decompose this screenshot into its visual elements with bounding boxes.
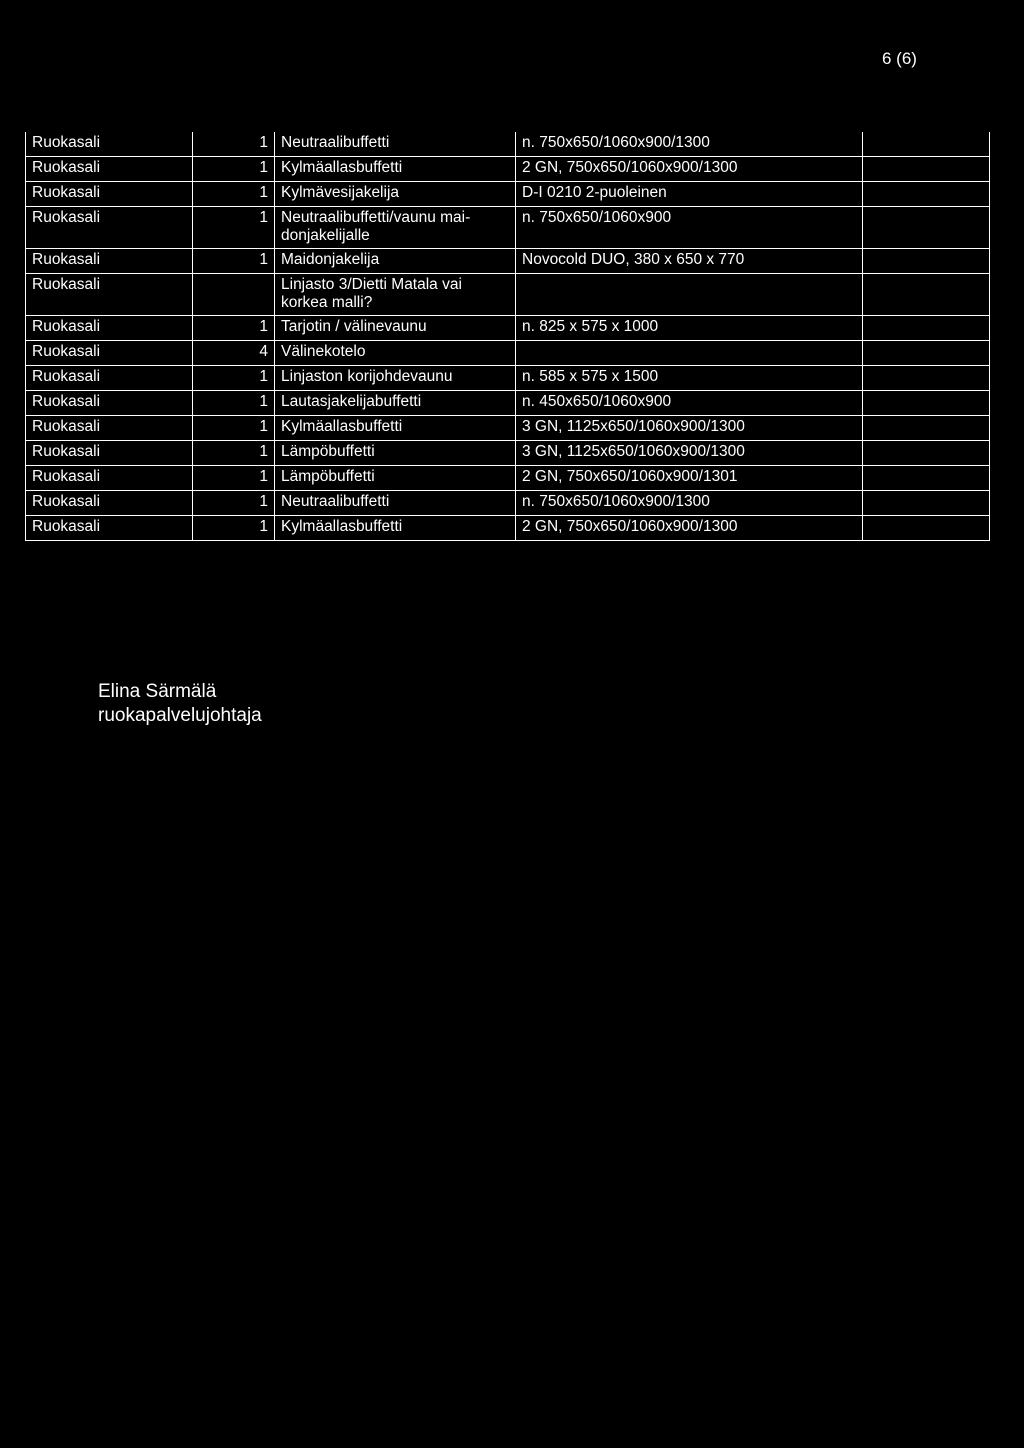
table-row — [26, 391, 990, 416]
spec-cell: n. 585 x 575 x 1500 — [516, 366, 863, 391]
room-cell: Ruokasali — [26, 316, 193, 341]
spec-cell: n. 825 x 575 x 1000 — [516, 316, 863, 341]
room-cell: Ruokasali — [26, 182, 193, 207]
notes-cell — [863, 249, 990, 274]
equipment-table-body — [26, 132, 990, 541]
quantity-cell: 4 — [193, 341, 275, 366]
quantity-cell: 1 — [193, 249, 275, 274]
spec-cell: Novocold DUO, 380 x 650 x 770 — [516, 249, 863, 274]
table-row — [26, 466, 990, 491]
quantity-cell: 1 — [193, 416, 275, 441]
room-cell: Ruokasali — [26, 366, 193, 391]
quantity-cell: 1 — [193, 157, 275, 182]
item-cell: Lämpöbuffetti — [275, 466, 516, 491]
signer-title: ruokapalvelujohtaja — [98, 705, 262, 726]
spec-cell — [516, 274, 863, 316]
notes-cell — [863, 274, 990, 316]
item-cell: Neutraalibuffetti/vaunu mai-donjakelijalle — [275, 207, 516, 249]
item-cell: Kylmäallasbuffetti — [275, 157, 516, 182]
spec-cell: 2 GN, 750x650/1060x900/1300 — [516, 516, 863, 541]
item-cell: Kylmäallasbuffetti — [275, 416, 516, 441]
spec-cell: 2 GN, 750x650/1060x900/1300 — [516, 157, 863, 182]
equipment-table — [25, 132, 990, 541]
table-row — [26, 132, 990, 157]
spec-cell: D-I 0210 2-puoleinen — [516, 182, 863, 207]
notes-cell — [863, 341, 990, 366]
room-cell: Ruokasali — [26, 341, 193, 366]
spec-cell — [516, 341, 863, 366]
signature-block — [98, 680, 262, 728]
item-cell: Lautasjakelijabuffetti — [275, 391, 516, 416]
item-cell: Tarjotin / välinevaunu — [275, 316, 516, 341]
spec-cell: n. 750x650/1060x900/1300 — [516, 491, 863, 516]
quantity-cell: 1 — [193, 366, 275, 391]
page-number: 6 (6) — [882, 49, 917, 68]
spec-cell: 2 GN, 750x650/1060x900/1301 — [516, 466, 863, 491]
table-row — [26, 249, 990, 274]
quantity-cell: 1 — [193, 182, 275, 207]
notes-cell — [863, 132, 990, 157]
notes-cell — [863, 491, 990, 516]
spec-cell: n. 750x650/1060x900/1300 — [516, 132, 863, 157]
notes-cell — [863, 316, 990, 341]
item-cell: Linjaston korijohdevaunu — [275, 366, 516, 391]
notes-cell — [863, 207, 990, 249]
notes-cell — [863, 516, 990, 541]
table-row — [26, 416, 990, 441]
table-row — [26, 157, 990, 182]
notes-cell — [863, 157, 990, 182]
notes-cell — [863, 391, 990, 416]
item-cell: Kylmäallasbuffetti — [275, 516, 516, 541]
notes-cell — [863, 366, 990, 391]
quantity-cell: 1 — [193, 466, 275, 491]
table-row — [26, 341, 990, 366]
table-row — [26, 441, 990, 466]
item-cell: Maidonjakelija — [275, 249, 516, 274]
notes-cell — [863, 182, 990, 207]
room-cell: Ruokasali — [26, 491, 193, 516]
room-cell: Ruokasali — [26, 516, 193, 541]
item-cell: Linjasto 3/Dietti Matala vai korkea malli? — [275, 274, 516, 316]
quantity-cell: 1 — [193, 491, 275, 516]
table-row — [26, 274, 990, 316]
item-cell: Kylmävesijakelija — [275, 182, 516, 207]
room-cell: Ruokasali — [26, 391, 193, 416]
table-row — [26, 316, 990, 341]
quantity-cell — [193, 274, 275, 316]
room-cell: Ruokasali — [26, 249, 193, 274]
room-cell: Ruokasali — [26, 441, 193, 466]
quantity-cell: 1 — [193, 391, 275, 416]
spec-cell: n. 750x650/1060x900 — [516, 207, 863, 249]
table-row — [26, 182, 990, 207]
notes-cell — [863, 466, 990, 491]
room-cell: Ruokasali — [26, 466, 193, 491]
quantity-cell: 1 — [193, 132, 275, 157]
quantity-cell: 1 — [193, 316, 275, 341]
signer-name: Elina Särmälä — [98, 681, 217, 702]
quantity-cell: 1 — [193, 516, 275, 541]
table-row — [26, 207, 990, 249]
table-row — [26, 366, 990, 391]
room-cell: Ruokasali — [26, 416, 193, 441]
spec-cell: 3 GN, 1125x650/1060x900/1300 — [516, 441, 863, 466]
room-cell: Ruokasali — [26, 132, 193, 157]
room-cell: Ruokasali — [26, 157, 193, 182]
table-row — [26, 516, 990, 541]
spec-cell: 3 GN, 1125x650/1060x900/1300 — [516, 416, 863, 441]
item-cell: Neutraalibuffetti — [275, 132, 516, 157]
quantity-cell: 1 — [193, 441, 275, 466]
room-cell: Ruokasali — [26, 207, 193, 249]
item-cell: Lämpöbuffetti — [275, 441, 516, 466]
table-row — [26, 491, 990, 516]
notes-cell — [863, 441, 990, 466]
item-cell: Neutraalibuffetti — [275, 491, 516, 516]
notes-cell — [863, 416, 990, 441]
room-cell: Ruokasali — [26, 274, 193, 316]
quantity-cell: 1 — [193, 207, 275, 249]
item-cell: Välinekotelo — [275, 341, 516, 366]
spec-cell: n. 450x650/1060x900 — [516, 391, 863, 416]
